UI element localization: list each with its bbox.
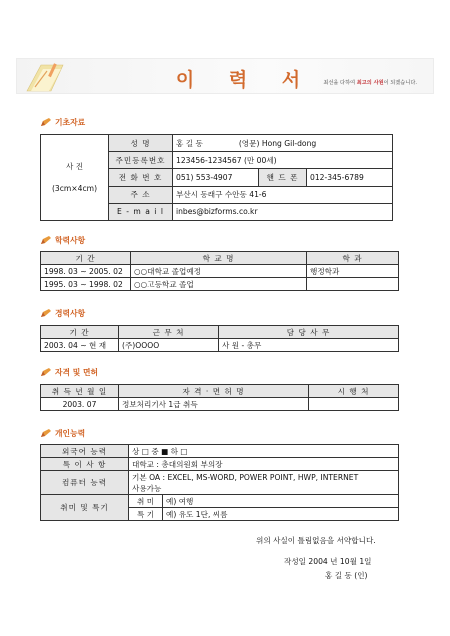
basic-info-table: 사 진 (3cm×4cm) 성 명 홍 길 동 (영문) Hong Gil-dong 주민등록번호 123456-1234567 (만 00세) 전 화 번 호 051) 553-4907 핸 드 폰 012-345-6789 주 소 부산시 동래구 수안동 41-6 E - m a i l inbes@bizforms.co.kr [40, 134, 393, 221]
pencil-icon [40, 367, 52, 377]
phone-value: 051) 553-4907 [173, 169, 259, 186]
ability-table: 외국어 능력 상 □ 중 ■ 하 □ 특 이 사 항 대학교 : 총대의원회 부의장 컴퓨터 능력 기본 OA : EXCEL, MS-WORD, POWER POINT, HWP, INTERNET 사용가능 취미 및 특기 취 미 예) 여행 특 기 예) 유도 1단, 씨름 [40, 444, 399, 521]
section-education: 학력사항 [40, 234, 85, 246]
section-license: 자격 및 면허 [40, 366, 98, 378]
table-row: 2003. 04 ~ 현 재 (주)OOOO 사 원 - 총무 [41, 339, 399, 352]
pencil-icon [40, 117, 52, 127]
career-table: 기 간 근 무 처 담 당 사 무 2003. 04 ~ 현 재 (주)OOOO 사 원 - 총무 [40, 325, 399, 352]
section-career: 경력사항 [40, 307, 85, 319]
section-basic: 기초자료 [40, 116, 85, 128]
slogan: 최선을 다하여 최고의 사원이 되겠습니다. [323, 80, 417, 86]
table-row: 1998. 03 ~ 2005. 02 ○○대학교 졸업예정 행정학과 [41, 265, 399, 278]
section-ability: 개인능력 [40, 427, 85, 439]
page-title: 이 력 서 [175, 69, 315, 91]
license-table: 취 득 년 월 일 자 격 · 면 허 명 시 행 처 2003. 07 정보처리기사 1급 취득 [40, 384, 399, 411]
photo-box: 사 진 (3cm×4cm) [41, 135, 109, 221]
table-row: 1995. 03 ~ 1998. 02 ○○고등학교 졸업 [41, 278, 399, 291]
written-date: 작성일 2004 년 10월 1일 [284, 557, 372, 566]
rrn-value: 123456-1234567 (만 00세) [173, 152, 393, 169]
closing-statement: 위의 사실이 틀림없음을 서약합니다. [256, 536, 376, 545]
pencil-icon [40, 428, 52, 438]
mobile-value: 012-345-6789 [307, 169, 393, 186]
pencil-icon [40, 235, 52, 245]
email-value: inbes@bizforms.co.kr [173, 203, 393, 220]
header-banner [16, 58, 434, 94]
pencil-icon [40, 308, 52, 318]
name-value: 홍 길 동 (영문) Hong Gil-dong [173, 135, 393, 152]
language-level: 상 □ 중 ■ 하 □ [129, 445, 399, 458]
table-row: 2003. 07 정보처리기사 1급 취득 [41, 398, 399, 411]
address-value: 부산시 동래구 수안동 41-6 [173, 186, 393, 203]
signature: 홍 길 동 (인) [325, 571, 368, 580]
education-table: 기 간 학 교 명 학 과 1998. 03 ~ 2005. 02 ○○대학교 졸업예정 행정학과 1995. 03 ~ 1998. 02 ○○고등학교 졸업 [40, 251, 399, 291]
